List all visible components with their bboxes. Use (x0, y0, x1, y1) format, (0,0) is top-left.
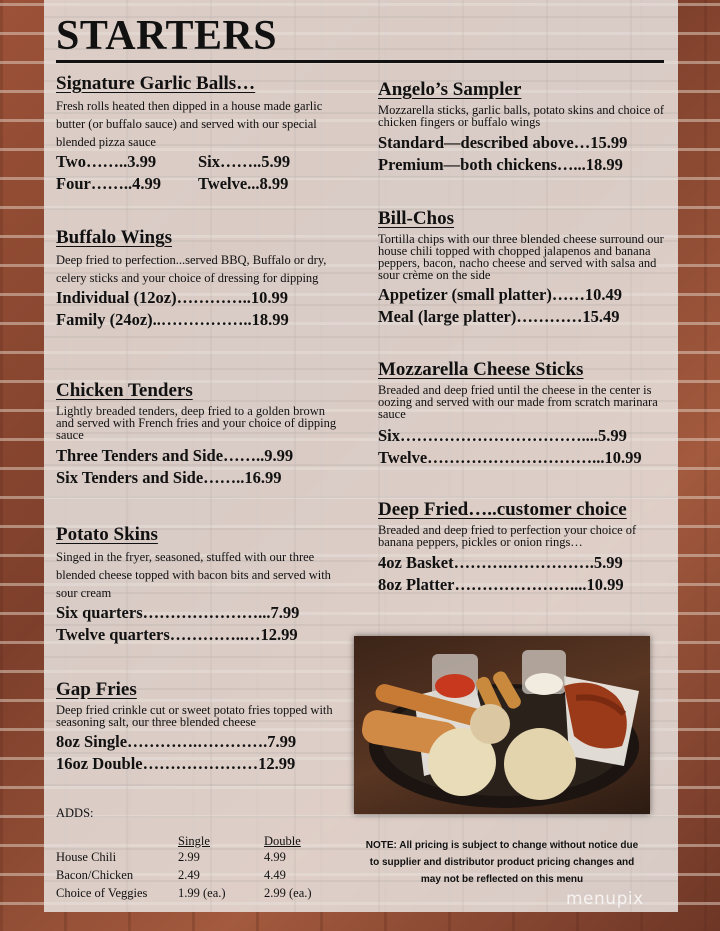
section-chicken-tenders (56, 380, 346, 489)
price-line: Three Tenders and Side……..9.99 (56, 446, 294, 465)
price-line: Premium—both chickens…...18.99 (378, 155, 623, 174)
pricing-note-line: may not be reflected on this menu (420, 874, 584, 885)
adds-item: Choice of Veggies (56, 886, 148, 900)
adds-double-price: 2.99 (ea.) (264, 886, 312, 900)
adds-col-single: Single (178, 833, 210, 848)
section-deep-fried (378, 499, 668, 596)
section-heading: Bill-Chos (378, 208, 455, 229)
price-line: Twelve…………………………...10.99 (378, 448, 642, 467)
section-description: Deep fried to perfection...served BBQ, Buffalo or dry, celery sticks and your choice of dressing for dipping (56, 253, 327, 285)
price-line: Meal (large platter)…………15.49 (378, 307, 620, 326)
adds-single-price: 2.99 (178, 850, 200, 864)
price-line: Appetizer (small platter)……10.49 (378, 285, 622, 304)
section-description: Breaded and deep fried to perfection your choice of banana peppers, pickles or onion rings… (378, 523, 637, 549)
price-line: Six……………………………....5.99 (378, 426, 627, 445)
section-gap-fries (56, 679, 346, 775)
price-line: 8oz Single………….………….7.99 (56, 732, 297, 751)
section-mozzarella-sticks (378, 359, 668, 469)
section-heading: Mozzarella Cheese Sticks (378, 359, 584, 380)
section-description: Singed in the fryer, seasoned, stuffed with our three blended cheese topped with bacon bits and served with sour cream (56, 550, 331, 600)
table-row (56, 886, 312, 904)
pricing-note (352, 837, 652, 888)
adds-single-price: 2.49 (178, 868, 200, 882)
price-line: Six quarters…………………...7.99 (56, 603, 300, 622)
price-line: 4oz Basket……….…………….5.99 (378, 553, 623, 572)
pricing-note-line: to supplier and distributor product pricing changes and (369, 857, 635, 868)
section-description: Lightly breaded tenders, deep fried to a golden brown and served with French fries and your choice of dipping sauce (56, 404, 337, 442)
price-row (56, 173, 346, 195)
section-garlic-balls (56, 73, 346, 195)
adds-item: House Chili (56, 850, 117, 864)
section-description: Tortilla chips with our three blended cheese surround our house chili topped with chopped jalapenos and banana peppers, bacon, nacho cheese and served with salsa and sour crème on the side (378, 232, 664, 282)
price-line: 16oz Double…………………12.99 (56, 754, 296, 773)
section-description: Mozzarella sticks, garlic balls, potato skins and choice of chicken fingers or buffalo wings (378, 103, 665, 129)
section-heading: Gap Fries (56, 679, 137, 700)
price-row (56, 151, 346, 173)
food-photo (354, 636, 650, 814)
price-line: Standard—described above…15.99 (378, 133, 628, 152)
food-photo-illustration (354, 636, 650, 814)
adds-header-row (56, 832, 312, 850)
section-heading: Angelo’s Sampler (378, 79, 522, 100)
table-row (56, 868, 312, 886)
price-line: Four……..4.99 (56, 174, 161, 193)
adds-col-double: Double (264, 833, 301, 848)
section-heading: Chicken Tenders (56, 380, 193, 401)
section-heading: Deep Fried…..customer choice (378, 499, 627, 520)
price-line: Twelve quarters…………..…12.99 (56, 625, 298, 644)
price-line: Individual (12oz)…………..10.99 (56, 288, 288, 307)
title-divider (56, 60, 664, 63)
section-description: Breaded and deep fried until the cheese in the center is oozing and served with our made from scratch marinara sauce (378, 383, 658, 421)
table-row (56, 850, 312, 868)
section-description: Fresh rolls heated then dipped in a house made garlic butter (or buffalo sauce) and served with our special blended pizza sauce (56, 99, 323, 149)
adds-section (56, 806, 312, 904)
price-line: 8oz Platter…………………....10.99 (378, 575, 624, 594)
section-bill-chos (378, 208, 668, 328)
adds-double-price: 4.99 (264, 850, 286, 864)
price-line: Six Tenders and Side……..16.99 (56, 468, 282, 487)
price-line: Two……..3.99 (56, 152, 157, 171)
adds-table (56, 832, 312, 904)
section-buffalo-wings (56, 227, 346, 331)
adds-single-price: 1.99 (ea.) (178, 886, 226, 900)
section-angelos-sampler (378, 79, 668, 176)
watermark: menupix (566, 889, 644, 909)
section-potato-skins (56, 524, 346, 646)
adds-item: Bacon/Chicken (56, 868, 134, 882)
price-line: Twelve...8.99 (198, 174, 289, 193)
adds-double-price: 4.49 (264, 868, 286, 882)
page-title: STARTERS (56, 13, 278, 59)
adds-label: ADDS: (56, 806, 94, 820)
section-heading: Buffalo Wings (56, 227, 172, 248)
section-heading: Signature Garlic Balls… (56, 73, 256, 94)
price-line: Family (24oz)..……………..18.99 (56, 310, 289, 329)
section-description: Deep fried crinkle cut or sweet potato fries topped with seasoning salt, our three blended cheese (56, 703, 333, 729)
price-line: Six……..5.99 (198, 152, 291, 171)
section-heading: Potato Skins (56, 524, 158, 545)
pricing-note-line: NOTE: All pricing is subject to change without notice due (365, 840, 639, 851)
